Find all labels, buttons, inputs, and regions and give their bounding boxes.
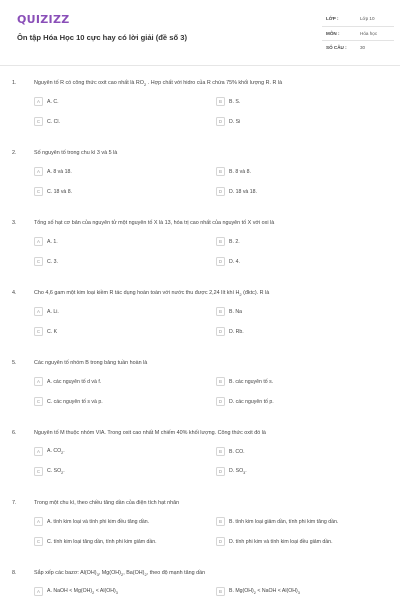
question-item [0, 214, 400, 284]
option-text: B. tính kim loại giảm dần, tính phi kim tăng dần. [229, 518, 339, 525]
option-letter-box[interactable]: A [34, 167, 43, 176]
option-letter-box[interactable]: C [34, 537, 43, 546]
answer-option-a[interactable] [34, 165, 200, 178]
option-letter-box[interactable]: C [34, 397, 43, 406]
option-letter-box[interactable]: B [216, 237, 225, 246]
option-text: D. 18 và 18. [229, 188, 257, 195]
option-text: C. K [47, 328, 58, 335]
option-text: C. Cl. [47, 118, 60, 125]
option-letter-box[interactable]: A [34, 237, 43, 246]
answer-option-a[interactable] [34, 95, 200, 108]
answer-option-a[interactable] [34, 515, 200, 528]
option-text: C. $SO_2$. [47, 467, 65, 476]
option-text: C. 18 và 8. [47, 188, 73, 195]
question-text: Sắp xếp các bazơ: $Al(OH)_3$, $Mg(OH)_2$, $Ba(OH)_2$, theo độ mạnh tăng dần [34, 570, 206, 578]
answer-option-c[interactable] [34, 115, 200, 128]
option-text: D. Rb. [229, 328, 244, 335]
meta-value: Hóa học [360, 30, 378, 36]
option-text: D. Si [229, 118, 241, 125]
option-letter-box[interactable]: D [216, 467, 225, 476]
answer-option-b[interactable] [216, 445, 390, 458]
question-text: Số nguyên tố trong chu kì 3 và 5 là [34, 150, 118, 156]
option-letter-box[interactable]: D [216, 537, 225, 546]
option-text: D. $SO_3$. [229, 467, 247, 476]
answer-option-d[interactable] [216, 395, 390, 408]
answer-option-a[interactable] [34, 585, 200, 598]
option-text: A. Li. [47, 308, 59, 315]
quizizz-logo[interactable]: QUIZIZZ [17, 13, 70, 26]
option-letter-box[interactable]: A [34, 447, 43, 456]
question-item [0, 494, 400, 564]
option-text: C. tính kim loại tăng dần, tính phi kim giảm dần. [47, 538, 157, 545]
option-letter-box[interactable]: D [216, 327, 225, 336]
answer-option-a[interactable] [34, 235, 200, 248]
option-text: A. C. [47, 98, 59, 105]
question-text: Trong một chu kì, theo chiều tăng dần của điện tích hạt nhân [34, 500, 180, 506]
option-text: B. $Mg(OH)_2$ < NaOH < $Al(OH)_3$ [229, 587, 300, 596]
option-letter-box[interactable]: A [34, 517, 43, 526]
option-text: A. 8 và 18. [47, 168, 72, 175]
question-item [0, 284, 400, 354]
option-letter-box[interactable]: B [216, 167, 225, 176]
option-text: A. tính kim loại và tính phi kim đều tăng dần. [47, 518, 150, 525]
meta-row [322, 41, 394, 56]
answer-option-c[interactable] [34, 185, 200, 198]
question-number: 5. [12, 360, 17, 366]
option-letter-box[interactable]: B [216, 447, 225, 456]
option-text: B. Na [229, 308, 242, 315]
meta-key: LỚP : [326, 16, 339, 21]
answer-option-b[interactable] [216, 585, 390, 598]
answer-option-a[interactable] [34, 305, 200, 318]
answer-option-d[interactable] [216, 255, 390, 268]
question-text: Cho 4,6 gam một kim loại kiềm R tác dụng hoàn toàn với nước thu được 2,24 lít khí $H_2$ (đktc). R là [34, 290, 270, 298]
meta-row [322, 27, 394, 42]
option-text: A. NaOH < $Mg(OH)_2 < Al(OH)_3$ [47, 587, 118, 596]
option-text: C. các nguyên tố s và p. [47, 398, 103, 405]
answer-option-d[interactable] [216, 115, 390, 128]
option-letter-box[interactable]: D [216, 257, 225, 266]
option-text: B. các nguyên tố s. [229, 378, 274, 385]
worksheet-meta-table [322, 12, 394, 56]
answer-option-b[interactable] [216, 95, 390, 108]
worksheet-header [0, 0, 400, 66]
option-letter-box[interactable]: D [216, 187, 225, 196]
question-item [0, 74, 400, 144]
option-text: D. tính phi kim và tính kim loại đều giảm dần. [229, 538, 333, 545]
option-letter-box[interactable]: A [34, 97, 43, 106]
option-letter-box[interactable]: D [216, 397, 225, 406]
answer-option-a[interactable] [34, 375, 200, 388]
option-letter-box[interactable]: C [34, 257, 43, 266]
option-letter-box[interactable]: C [34, 467, 43, 476]
option-text: A. 1. [47, 238, 58, 245]
question-number: 3. [12, 220, 17, 226]
question-number: 2. [12, 150, 17, 156]
answer-option-d[interactable] [216, 185, 390, 198]
answer-option-c[interactable] [34, 325, 200, 338]
question-text: Nguyên tố R có công thức oxit cao nhất là $RO_2$ . Hợp chất với hidro của R chứa 75% khối lượng R. R là [34, 80, 283, 88]
question-list [0, 74, 400, 600]
option-letter-box[interactable]: B [216, 377, 225, 386]
meta-value: Lớp 10 [360, 16, 375, 21]
option-letter-box[interactable]: B [216, 307, 225, 316]
option-text: B. S. [229, 98, 241, 105]
option-text: D. các nguyên tố p. [229, 398, 274, 405]
question-item [0, 564, 400, 600]
option-letter-box[interactable]: D [216, 117, 225, 126]
answer-option-b[interactable] [216, 305, 390, 318]
meta-key: SỐ CÂU : [326, 45, 347, 50]
question-number: 8. [12, 570, 17, 576]
question-number: 4. [12, 290, 17, 296]
answer-option-b[interactable] [216, 515, 390, 528]
answer-option-b[interactable] [216, 375, 390, 388]
answer-option-a[interactable] [34, 445, 200, 458]
option-letter-box[interactable]: A [34, 307, 43, 316]
question-number: 1. [12, 80, 17, 86]
question-text: Các nguyên tố nhóm B trong bảng tuần hoàn là [34, 360, 148, 366]
worksheet-title: Ôn tập Hóa Học 10 cực hay có lời giải (đề số 3) [17, 33, 187, 42]
question-number: 6. [12, 430, 17, 436]
meta-key: MÔN : [326, 30, 340, 36]
option-text: B. CO. [229, 448, 245, 455]
question-item [0, 144, 400, 214]
option-letter-box[interactable]: C [34, 117, 43, 126]
option-letter-box[interactable]: C [34, 187, 43, 196]
option-letter-box[interactable]: B [216, 97, 225, 106]
answer-option-c[interactable] [34, 535, 200, 548]
option-letter-box[interactable]: B [216, 587, 225, 596]
answer-option-c[interactable] [34, 255, 200, 268]
option-letter-box[interactable]: B [216, 517, 225, 526]
option-text: A. $CO_2$. [47, 447, 65, 456]
option-letter-box[interactable]: A [34, 587, 43, 596]
question-text: Tổng số hạt cơ bản của nguyên tử một nguyên tố X là 13, hóa trị cao nhất của nguyên tố X với oxi là [34, 220, 275, 226]
question-text: Nguyên tố M thuộc nhóm VIA. Trong oxit cao nhất M chiếm 40% khối lượng. Công thức oxit đó là [34, 430, 266, 436]
option-letter-box[interactable]: C [34, 327, 43, 336]
question-number: 7. [12, 500, 17, 506]
option-text: C. 3. [47, 258, 58, 265]
option-text: B. 8 và 8. [229, 168, 251, 175]
answer-option-d[interactable] [216, 465, 390, 478]
question-item [0, 354, 400, 424]
question-item [0, 424, 400, 494]
answer-option-b[interactable] [216, 235, 390, 248]
answer-option-d[interactable] [216, 535, 390, 548]
option-text: B. 2. [229, 238, 240, 245]
meta-value: 30 [360, 45, 366, 50]
answer-option-b[interactable] [216, 165, 390, 178]
option-text: D. 4. [229, 258, 240, 265]
option-text: A. các nguyên tố d và f. [47, 378, 102, 385]
option-letter-box[interactable]: A [34, 377, 43, 386]
answer-option-c[interactable] [34, 465, 200, 478]
answer-option-d[interactable] [216, 325, 390, 338]
answer-option-c[interactable] [34, 395, 200, 408]
meta-row [322, 12, 394, 27]
